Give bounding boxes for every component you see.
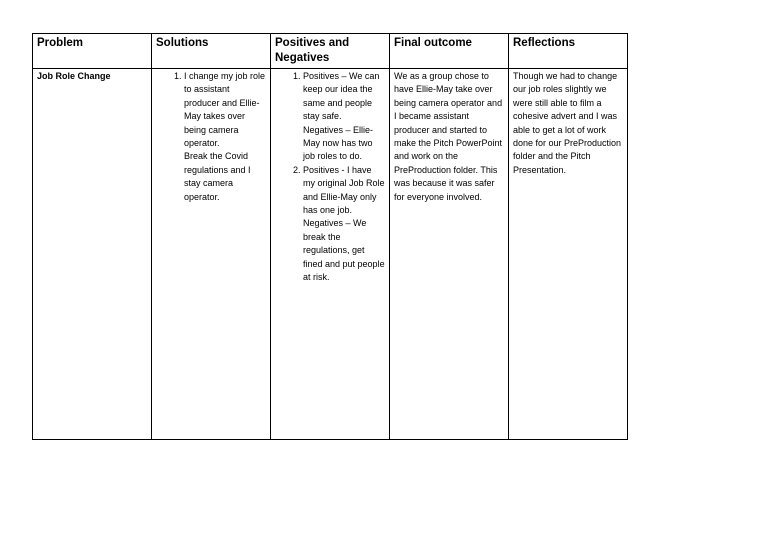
positives-negatives-cell bbox=[271, 69, 390, 440]
posneg-item-1-continuation: Negatives – Ellie-May now has two job roles to do. bbox=[303, 124, 374, 162]
header-final-outcome: Final outcome bbox=[390, 34, 509, 69]
problem-label: Job Role Change bbox=[37, 71, 111, 81]
list-item bbox=[184, 70, 266, 204]
list-item bbox=[303, 164, 385, 285]
table-row bbox=[33, 69, 628, 440]
header-positives-negatives: Positives and Negatives bbox=[271, 34, 390, 69]
header-problem: Problem bbox=[33, 34, 152, 69]
problem-cell bbox=[33, 69, 152, 440]
solutions-list bbox=[156, 70, 266, 204]
final-outcome-cell: We as a group chose to have Ellie-May take over being camera operator and I became assistant producer and started to make the Pitch PowerPoint and work on the PreProduction folder. This was because it was safer for everyone involved. bbox=[390, 69, 509, 440]
solution-item-1: I change my job role to assistant producer and Ellie-May takes over being camera operator. bbox=[184, 71, 266, 149]
header-reflections: Reflections bbox=[509, 34, 628, 69]
reflections-cell: Though we had to change our job roles slightly we were still able to film a cohesive advert and I was able to get a lot of work done for our PreProduction folder and the Pitch Presentation. bbox=[509, 69, 628, 440]
solution-item-1-continuation: Break the Covid regulations and I stay camera operator. bbox=[184, 151, 251, 202]
reflection-table bbox=[32, 33, 628, 440]
list-item bbox=[303, 70, 385, 164]
header-solutions: Solutions bbox=[152, 34, 271, 69]
posneg-item-2-continuation: Negatives – We break the regulations, get fined and put people at risk. bbox=[303, 218, 385, 283]
posneg-item-1: Positives – We can keep our idea the same and people stay safe. bbox=[303, 71, 380, 122]
posneg-item-2: Positives - I have my original Job Role and Ellie-May only has one job. bbox=[303, 164, 385, 216]
solutions-cell bbox=[152, 69, 271, 440]
header-row bbox=[33, 34, 628, 69]
positives-negatives-list bbox=[275, 70, 385, 285]
